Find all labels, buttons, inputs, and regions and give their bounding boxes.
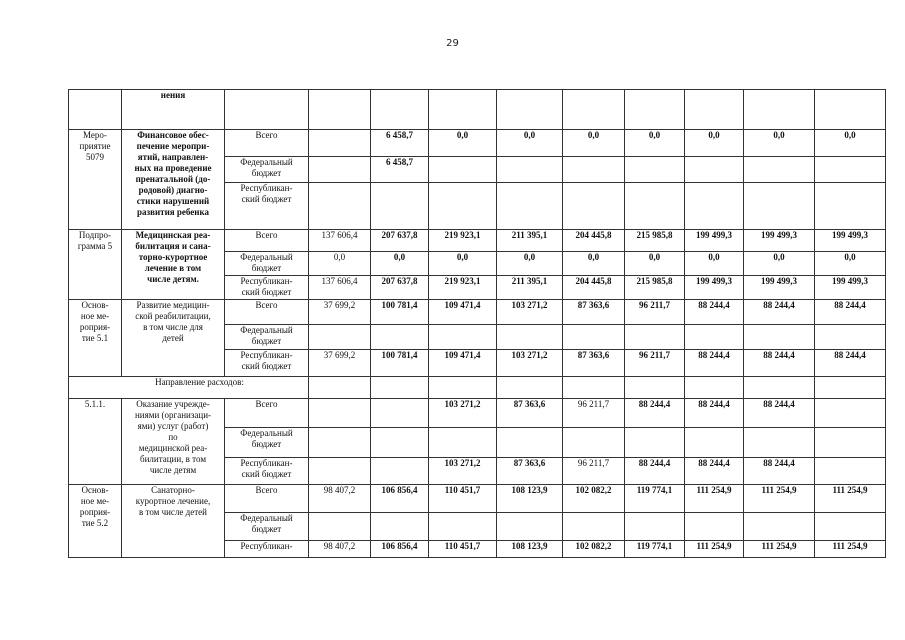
- table-cell-value: 111 254,9: [685, 541, 744, 558]
- table-cell-value: 88 244,4: [685, 399, 744, 428]
- table-cell-value: 87 363,6: [563, 350, 625, 377]
- table-cell-value: [497, 428, 563, 458]
- table-cell-value: 110 451,7: [429, 541, 497, 558]
- table-cell-value: [429, 377, 497, 399]
- table-cell-value: 98 407,2: [309, 485, 371, 513]
- table-cell-value: [815, 183, 886, 230]
- table-cell-value: [309, 325, 371, 350]
- table-cell-value: [815, 513, 886, 541]
- table-cell-value: [497, 377, 563, 399]
- table-cell-value: [625, 157, 685, 183]
- table-cell-value: 211 395,1: [497, 230, 563, 252]
- table-cell-value: 215 985,8: [625, 230, 685, 252]
- table-cell-value: [309, 458, 371, 485]
- table-cell-label: [225, 90, 309, 130]
- table-cell-label: Республикан-: [225, 541, 309, 558]
- table-cell-value: 88 244,4: [815, 300, 886, 325]
- table-cell-value: [429, 183, 497, 230]
- table-cell-value: 109 471,4: [429, 350, 497, 377]
- table-cell-label: Санаторно- курортное лечение, в том числе детей: [122, 485, 225, 558]
- table-cell-label: Финансовое обес- печение меропри- ятий, направлен- ных на проведение пренатальной (до- родовой) диагно- стики нарушений развития ребенка: [122, 130, 225, 230]
- table-cell-value: 100 781,4: [371, 300, 429, 325]
- table-cell-value: 103 271,2: [497, 350, 563, 377]
- table-cell-value: 199 499,3: [744, 276, 815, 300]
- table-cell-value: [497, 90, 563, 130]
- table-cell-value: 0,0: [563, 252, 625, 276]
- table-cell-value: [815, 157, 886, 183]
- table-cell-value: 119 774,1: [625, 485, 685, 513]
- table-cell-value: [744, 428, 815, 458]
- table-cell-value: [371, 325, 429, 350]
- table-cell-value: 87 363,6: [497, 458, 563, 485]
- table-cell-value: 219 923,1: [429, 230, 497, 252]
- table-cell-value: 87 363,6: [563, 300, 625, 325]
- table-cell-value: [744, 183, 815, 230]
- table-cell-value: [309, 399, 371, 428]
- page-number: 29: [446, 38, 459, 49]
- table-cell-value: 0,0: [429, 130, 497, 157]
- table-cell-value: 199 499,3: [744, 230, 815, 252]
- table-cell-label: Оказание учрежде- ниями (организаци- ями) услуг (работ) по медицинской реа- билитации, в том числе детям: [122, 399, 225, 485]
- table-cell-value: [371, 513, 429, 541]
- table-cell-label: Основ- ное ме- роприя- тие 5.1: [69, 300, 122, 377]
- table-cell-label: Федеральный бюджет: [225, 252, 309, 276]
- table-cell-value: [625, 377, 685, 399]
- table-cell-value: 0,0: [497, 130, 563, 157]
- table-cell-label: Федеральный бюджет: [225, 325, 309, 350]
- table-cell-value: 0,0: [429, 252, 497, 276]
- table-cell-value: [685, 325, 744, 350]
- table-cell-value: 111 254,9: [815, 485, 886, 513]
- table-cell-value: 0,0: [371, 252, 429, 276]
- table-cell-value: 6 458,7: [371, 157, 429, 183]
- table-cell-label: Федеральный бюджет: [225, 513, 309, 541]
- table-cell-value: 211 395,1: [497, 276, 563, 300]
- table-cell-value: [371, 90, 429, 130]
- table-cell-value: [685, 157, 744, 183]
- table-cell-value: 108 123,9: [497, 485, 563, 513]
- table-cell-label: Республикан- ский бюджет: [225, 458, 309, 485]
- table-cell-label: нения: [122, 90, 225, 130]
- table-cell-value: [685, 377, 744, 399]
- table-cell-value: 100 781,4: [371, 350, 429, 377]
- table-cell-value: [429, 157, 497, 183]
- table-row: [69, 399, 886, 428]
- table-row: [69, 230, 886, 252]
- table-cell-value: [563, 428, 625, 458]
- table-cell-label: Республикан- ский бюджет: [225, 350, 309, 377]
- table-cell-value: 0,0: [815, 130, 886, 157]
- table-cell-value: 0,0: [563, 130, 625, 157]
- table-cell-value: 88 244,4: [685, 458, 744, 485]
- table-cell-value: 88 244,4: [744, 350, 815, 377]
- table-cell-value: 199 499,3: [815, 276, 886, 300]
- table-cell-value: 88 244,4: [744, 300, 815, 325]
- table-cell-value: 103 271,2: [429, 458, 497, 485]
- table-cell-value: [309, 130, 371, 157]
- table-cell-value: [625, 90, 685, 130]
- table-cell-value: 37 699,2: [309, 300, 371, 325]
- table-cell-value: 88 244,4: [685, 350, 744, 377]
- table-cell-value: 119 774,1: [625, 541, 685, 558]
- table-cell-value: [371, 377, 429, 399]
- table-cell-label: Федеральный бюджет: [225, 157, 309, 183]
- table-cell-value: 111 254,9: [815, 541, 886, 558]
- table-cell-value: [744, 157, 815, 183]
- table-cell-value: 204 445,8: [563, 230, 625, 252]
- table-cell-value: [429, 325, 497, 350]
- table-cell-value: [625, 183, 685, 230]
- table-cell-value: [815, 377, 886, 399]
- table-row: [69, 485, 886, 513]
- table-cell-value: 111 254,9: [685, 485, 744, 513]
- table-cell-value: 110 451,7: [429, 485, 497, 513]
- table-cell-value: [497, 325, 563, 350]
- table-cell-value: 204 445,8: [563, 276, 625, 300]
- table-cell-value: 199 499,3: [685, 230, 744, 252]
- table-cell-value: [625, 428, 685, 458]
- table-cell-value: [685, 90, 744, 130]
- table-cell-label: [69, 90, 122, 130]
- table-cell-value: 102 082,2: [563, 485, 625, 513]
- table-cell-value: [309, 157, 371, 183]
- table-cell-value: [685, 428, 744, 458]
- table-cell-value: [563, 325, 625, 350]
- table-cell-value: 96 211,7: [625, 350, 685, 377]
- table-cell-value: [815, 325, 886, 350]
- table-cell-value: [625, 513, 685, 541]
- table-cell-value: [497, 513, 563, 541]
- table-cell-value: [625, 325, 685, 350]
- table-cell-value: 0,0: [625, 252, 685, 276]
- table-cell-value: [815, 90, 886, 130]
- table-cell-value: [497, 183, 563, 230]
- table-cell-value: [815, 458, 886, 485]
- table-cell-value: 96 211,7: [563, 458, 625, 485]
- table-cell-value: [309, 513, 371, 541]
- table-row: [69, 130, 886, 157]
- table-cell-label: Всего: [225, 300, 309, 325]
- table-cell-value: 103 271,2: [429, 399, 497, 428]
- table-cell-value: 199 499,3: [815, 230, 886, 252]
- table-cell-value: 88 244,4: [744, 399, 815, 428]
- table-cell-value: [685, 183, 744, 230]
- table-cell-value: 0,0: [744, 130, 815, 157]
- table-cell-value: [371, 428, 429, 458]
- table-cell-value: [371, 399, 429, 428]
- table-cell-value: 0,0: [497, 252, 563, 276]
- table-cell-value: [744, 325, 815, 350]
- table-cell-value: [685, 513, 744, 541]
- table-cell-value: [309, 377, 371, 399]
- table-cell-value: 96 211,7: [563, 399, 625, 428]
- table-cell-value: 88 244,4: [625, 458, 685, 485]
- table-cell-value: [497, 157, 563, 183]
- table-cell-value: 111 254,9: [744, 485, 815, 513]
- table-cell-value: [815, 428, 886, 458]
- table-cell-value: [429, 90, 497, 130]
- table-cell-value: 103 271,2: [497, 300, 563, 325]
- table-cell-value: 0,0: [685, 252, 744, 276]
- table-cell-value: [563, 513, 625, 541]
- table-row: [69, 90, 886, 130]
- table-cell-value: [563, 90, 625, 130]
- table-cell-value: 88 244,4: [815, 350, 886, 377]
- table-cell-value: 0,0: [815, 252, 886, 276]
- table-cell-value: 109 471,4: [429, 300, 497, 325]
- table-cell-value: [563, 183, 625, 230]
- table-cell-value: 137 606,4: [309, 230, 371, 252]
- table-cell-value: 215 985,8: [625, 276, 685, 300]
- table-cell-label: Развитие медицин- ской реабилитации, в том числе для детей: [122, 300, 225, 377]
- table-cell-label: Меро- приятие 5079: [69, 130, 122, 230]
- table-cell-value: 88 244,4: [685, 300, 744, 325]
- table-cell-label: Всего: [225, 230, 309, 252]
- table-cell-value: [563, 377, 625, 399]
- table-cell-value: 0,0: [309, 252, 371, 276]
- table-cell-value: [744, 513, 815, 541]
- table-cell-label: 5.1.1.: [69, 399, 122, 485]
- table-row: [69, 377, 886, 399]
- table-cell-value: 6 458,7: [371, 130, 429, 157]
- budget-table: [68, 89, 886, 558]
- table-cell-label: Всего: [225, 485, 309, 513]
- table-cell-value: 88 244,4: [625, 399, 685, 428]
- table-cell-label: Основ- ное ме- роприя- тие 5.2: [69, 485, 122, 558]
- table-cell-value: 111 254,9: [744, 541, 815, 558]
- table-cell-label: Подпро- грамма 5: [69, 230, 122, 300]
- table-cell-value: [309, 183, 371, 230]
- table-cell-label: Республикан- ский бюджет: [225, 183, 309, 230]
- table-cell-value: [371, 183, 429, 230]
- table-cell-value: [429, 513, 497, 541]
- table-cell-value: [744, 377, 815, 399]
- direction-label: Направление расходов:: [69, 377, 309, 399]
- table-cell-value: 88 244,4: [744, 458, 815, 485]
- table-cell-value: [309, 428, 371, 458]
- table-cell-value: 207 637,8: [371, 230, 429, 252]
- table-cell-value: 199 499,3: [685, 276, 744, 300]
- table-row: [69, 300, 886, 325]
- table-cell-value: 0,0: [685, 130, 744, 157]
- table-cell-value: [744, 90, 815, 130]
- table-cell-value: 207 637,8: [371, 276, 429, 300]
- table-cell-value: 37 699,2: [309, 350, 371, 377]
- table-cell-value: [563, 157, 625, 183]
- table-cell-value: 0,0: [625, 130, 685, 157]
- table-cell-label: Республикан- ский бюджет: [225, 276, 309, 300]
- table-cell-value: [371, 458, 429, 485]
- table-cell-label: Медицинская реа- билитация и сана- торно-курортное лечение в том числе детям.: [122, 230, 225, 300]
- table-cell-value: 87 363,6: [497, 399, 563, 428]
- table-cell-value: [429, 428, 497, 458]
- table-cell-value: 137 606,4: [309, 276, 371, 300]
- table-cell-value: 106 856,4: [371, 541, 429, 558]
- table-cell-value: 106 856,4: [371, 485, 429, 513]
- table-cell-value: 102 082,2: [563, 541, 625, 558]
- table-cell-value: 0,0: [744, 252, 815, 276]
- table-cell-label: Всего: [225, 130, 309, 157]
- table-cell-value: [815, 399, 886, 428]
- table-cell-value: 108 123,9: [497, 541, 563, 558]
- table-cell-value: 98 407,2: [309, 541, 371, 558]
- table-cell-label: Всего: [225, 399, 309, 428]
- table-cell-label: Федеральный бюджет: [225, 428, 309, 458]
- table-cell-value: [309, 90, 371, 130]
- table-cell-value: 219 923,1: [429, 276, 497, 300]
- table-cell-value: 96 211,7: [625, 300, 685, 325]
